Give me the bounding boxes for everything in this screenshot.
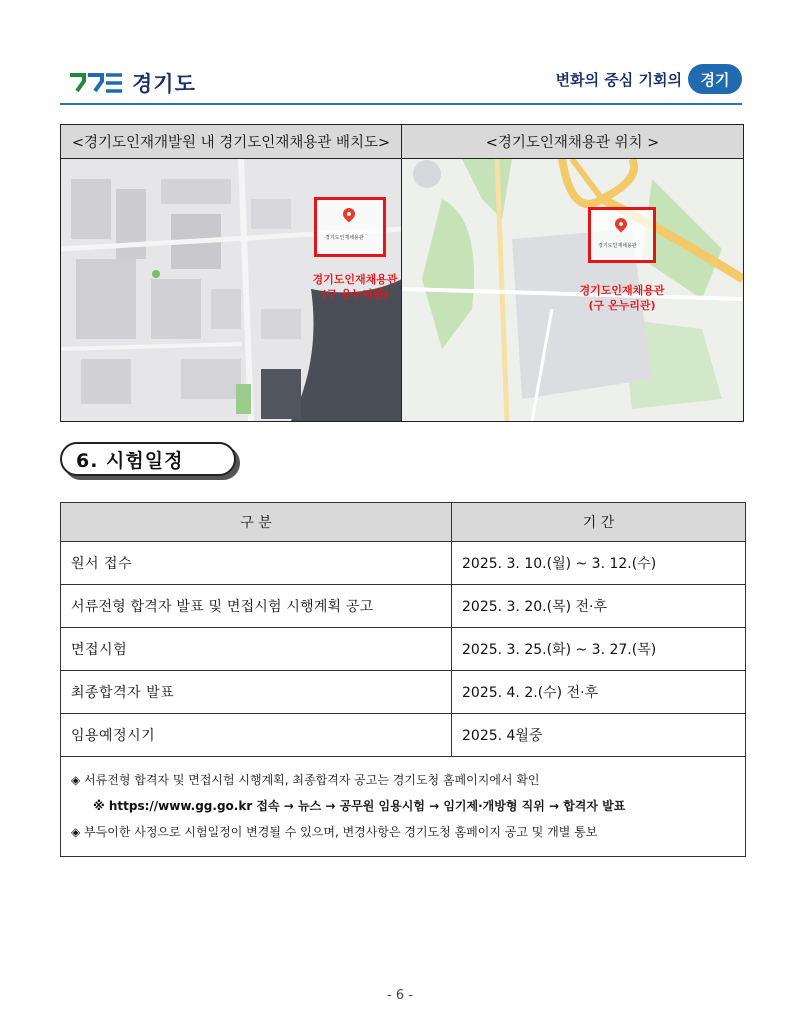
slogan-badge: 경기: [688, 64, 742, 94]
row-period: 2025. 4. 2.(수) 전·후: [452, 671, 746, 714]
row-item: 임용예정시기: [61, 714, 452, 757]
row-item: 원서 접수: [61, 542, 452, 585]
column-header-period: 기 간: [452, 503, 746, 542]
slogan-text: 변화의 중심 기회의: [555, 70, 682, 89]
note-website-path: ※ https://www.gg.go.kr 접속 → 뉴스 → 공무원 임용시험 → 임기제·개방형 직위 → 합격자 발표: [93, 799, 626, 813]
page-number: - 6 -: [387, 988, 413, 1003]
note-announcement: ◈ 서류전형 합격자 및 면접시험 시행계획, 최종합격자 공고는 경기도청 홈페이지에서 확인: [71, 773, 540, 787]
table-header-row: [61, 503, 746, 542]
location-pin-icon: [613, 216, 630, 233]
table-row: [61, 671, 746, 714]
row-period: 2025. 3. 10.(월) ~ 3. 12.(수): [452, 542, 746, 585]
row-period: 2025. 3. 20.(목) 전·후: [452, 585, 746, 628]
left-map-caption: <경기도인재개발원 내 경기도인재채용관 배치도>: [61, 125, 402, 159]
table-row: [61, 585, 746, 628]
gyeonggi-logo: [68, 68, 196, 98]
hall-label-right: [562, 283, 682, 313]
slogan: [556, 64, 742, 94]
campus-layout-map: [61, 159, 402, 421]
pin-label: 경기도인재채용관: [325, 235, 364, 241]
logo-text: 경기도: [132, 72, 196, 96]
hall-label: [305, 272, 402, 302]
section-heading: [60, 442, 236, 478]
hall-label-line1: 경기도인재채용관: [312, 273, 398, 286]
row-item: 면접시험: [61, 628, 452, 671]
hall-label-right-line1: 경기도인재채용관: [579, 284, 665, 297]
row-item: 서류전형 합격자 발표 및 면접시험 시행계획 공고: [61, 585, 452, 628]
area-location-map: [402, 159, 743, 421]
schedule-notes: [60, 751, 746, 857]
pin-label-right: 경기도인재채용관: [598, 243, 637, 249]
row-period: 2025. 3. 25.(화) ~ 3. 27.(목): [452, 628, 746, 671]
hall-label-line2: (구 온누리관): [321, 288, 389, 301]
gyeonggi-logo-mark-icon: [68, 73, 126, 93]
location-pin-icon: [341, 206, 358, 223]
right-map-caption: <경기도인재채용관 위치 >: [402, 125, 743, 159]
header-divider: [60, 103, 742, 105]
hall-highlight-box-right: [588, 207, 656, 263]
row-item: 최종합격자 발표: [61, 671, 452, 714]
table-row: [61, 628, 746, 671]
section-title: 6. 시험일정: [60, 442, 236, 476]
hall-label-right-line2: (구 온누리관): [588, 299, 656, 312]
location-maps-panel: [60, 124, 744, 422]
exam-schedule-table: [60, 502, 746, 757]
row-period: 2025. 4월중: [452, 714, 746, 757]
note-schedule-change: ◈ 부득이한 사정으로 시험일정이 변경될 수 있으며, 변경사항은 경기도청 홈페이지 공고 및 개별 통보: [71, 825, 598, 839]
column-header-category: 구 분: [61, 503, 452, 542]
hall-highlight-box: [314, 197, 386, 257]
page-header: [60, 60, 742, 104]
table-row: [61, 542, 746, 585]
